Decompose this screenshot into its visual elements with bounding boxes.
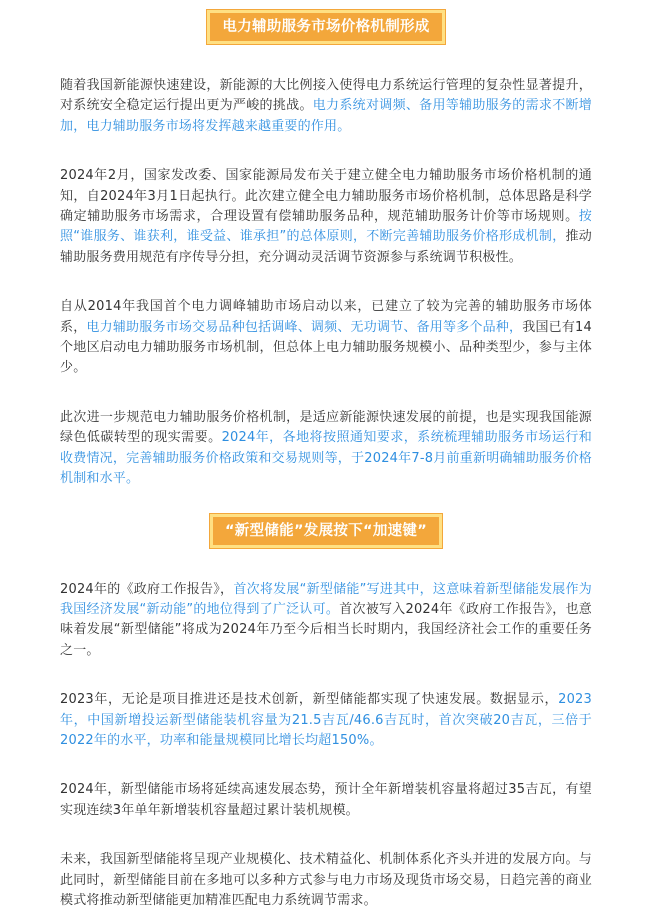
- section-heading-wrap: [60, 0, 592, 44]
- paragraph-text: 我国已有14个地区启动电力辅助服务市场机制，但总体上电力辅助服务规模小、品种类型少，参与主体少。: [60, 319, 593, 376]
- paragraph-text: 2024年2月，国家发改委、国家能源局发布关于建立健全电力辅助服务市场价格机制的通知，自2024年3月1日起执行。此次建立健全电力辅助服务市场价格机制，总体思路是科学确定辅助服务市场需求，合理设置有偿辅助服务品种，规范辅助服务计价等市场规则。: [60, 168, 592, 225]
- paragraph-highlight: 2024年，各地将按照通知要求，系统梳理辅助服务市场运行和收费情况，完善辅助服务价格政策和交易规则等，于2024年7-8月前重新明确辅助服务价格机制和水平。: [60, 430, 593, 487]
- paragraph-text: 2024年，新型储能市场将延续高速发展态势，预计全年新增装机容量将超过35吉瓦，有望实现连续3年单年新增装机容量超过累计装机规模。: [60, 782, 592, 818]
- paragraph-highlight: 电力系统对调频、备用等辅助服务的需求不断增加，电力辅助服务市场将发挥越来越重要的作用。: [60, 98, 592, 134]
- paragraph-highlight: 电力辅助服务市场交易品种包括调峰、调频、无功调节、备用等多个品种，: [86, 319, 523, 335]
- paragraph-highlight: 按照“谁服务、谁获利，谁受益、谁承担”的总体原则，不断完善辅助服务价格形成机制，: [60, 209, 592, 245]
- paragraph: [60, 780, 592, 821]
- section-heading-price-mechanism: 电力辅助服务市场价格机制形成: [207, 10, 444, 44]
- paragraph-text: 未来，我国新型储能将呈现产业规模化、技术精益化、机制体系化齐头并进的发展方向。与此同时，新型储能目前在多地可以多种方式参与电力市场及现货市场交易，日趋完善的商业模式将推动新型储能更加精准匹配电力系统调节需求。: [60, 852, 592, 908]
- paragraph-text: 自从2014年我国首个电力调峰辅助市场启动以来，已建立了较为完善的辅助服务市场体系，: [60, 299, 592, 335]
- paragraph-text: 随着我国新能源快速建设，新能源的大比例接入使得电力系统运行管理的复杂性显著提升，对系统安全稳定运行提出更为严峻的挑战。: [60, 78, 592, 114]
- paragraph-text: 推动辅助服务费用规范有序传导分担，充分调动灵活调节资源参与系统调节积极性。: [60, 229, 592, 265]
- paragraph-text: 2023年，无论是项目推进还是技术创新，新型储能都实现了快速发展。数据显示，: [60, 692, 559, 708]
- section-heading-wrap: [60, 514, 592, 548]
- paragraph-text: 首次被写入2024年《政府工作报告》，也意味着发展“新型储能”将成为2024年乃至今后相当长时期内，我国经济社会工作的重要任务之一。: [60, 601, 592, 658]
- paragraph-text: 此次进一步规范电力辅助服务价格机制，是适应新能源快速发展的前提，也是实现我国能源绿色低碳转型的现实需要。: [60, 409, 592, 446]
- paragraph: [60, 408, 592, 490]
- paragraph: [60, 850, 592, 911]
- paragraph-text: 2024年的《政府工作报告》，: [60, 581, 234, 597]
- paragraph: [60, 166, 592, 268]
- paragraph: [60, 297, 592, 379]
- paragraph: [60, 690, 592, 751]
- section-heading-energy-storage: “新型储能”发展按下“加速键”: [210, 514, 442, 548]
- paragraph: [60, 580, 592, 662]
- paragraph-highlight: 2023年，中国新增投运新型储能装机容量为21.5吉瓦/46.6吉瓦时，首次突破20吉瓦，三倍于2022年的水平，功率和能量规模同比增长均超150%。: [60, 692, 592, 748]
- paragraph: [60, 76, 592, 137]
- paragraph-highlight: 首次将发展“新型储能”写进其中，这意味着新型储能发展作为我国经济发展“新动能”的地位得到了广泛认可。: [60, 581, 592, 617]
